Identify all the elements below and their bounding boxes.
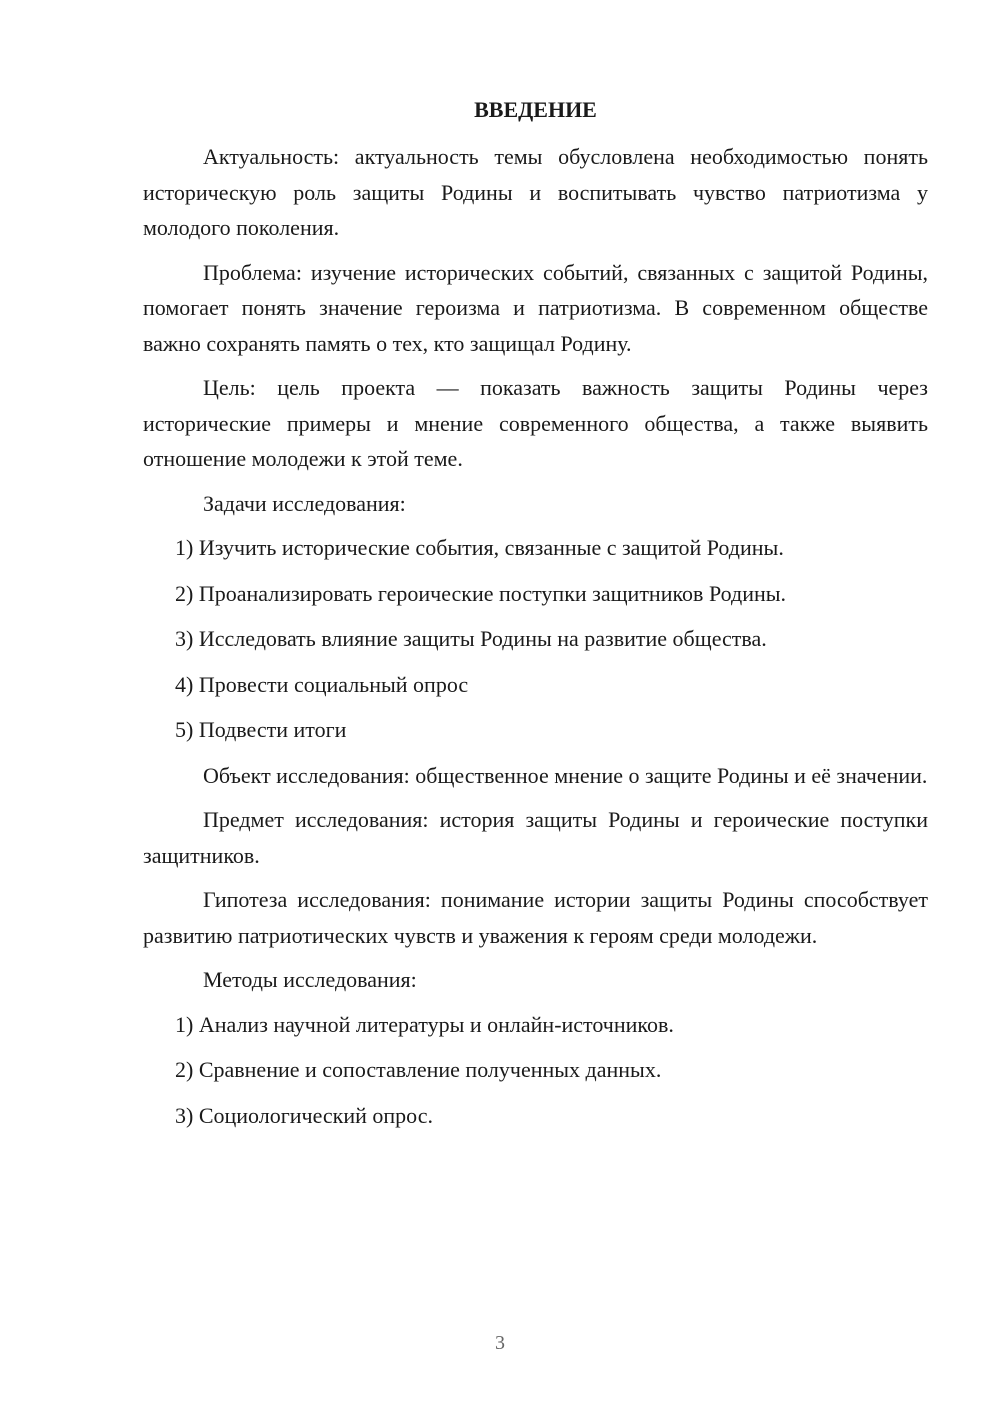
methods-list xyxy=(143,1007,928,1134)
section-title: ВВЕДЕНИЕ xyxy=(474,97,597,122)
subject-paragraph: Предмет исследования: история защиты Родины и героические поступки защитников. xyxy=(143,807,928,868)
page-number: 3 xyxy=(495,1332,505,1354)
method-item: 2) Сравнение и сопоставление полученных данных. xyxy=(175,1057,662,1082)
relevance-paragraph: Актуальность: актуальность темы обусловлена необходимостью понять историческую роль защиты Родины и воспитывать чувство патриотизма у молодого поколения. xyxy=(143,144,928,240)
goal-paragraph: Цель: цель проекта — показать важность защиты Родины через исторические примеры и мнение современного общества, а также выявить отношение молодежи к этой теме. xyxy=(143,375,928,471)
task-item: 5) Подвести итоги xyxy=(175,717,347,742)
tasks-label: Задачи исследования: xyxy=(203,490,406,516)
task-item: 3) Исследовать влияние защиты Родины на развитие общества. xyxy=(175,626,767,651)
document-page xyxy=(143,94,928,1143)
method-item: 3) Социологический опрос. xyxy=(175,1102,433,1128)
task-item: 4) Провести социальный опрос xyxy=(175,671,469,697)
task-item: 1) Изучить исторические события, связанные с защитой Родины. xyxy=(175,535,784,560)
methods-label: Методы исследования: xyxy=(203,967,417,992)
hypothesis-paragraph: Гипотеза исследования: понимание истории защиты Родины способствует развитию патриотических чувств и уважения к героям среди молодежи. xyxy=(143,887,928,948)
task-item: 2) Проанализировать героические поступки защитников Родины. xyxy=(175,580,787,606)
problem-paragraph: Проблема: изучение исторических событий, связанных с защитой Родины, помогает понять значение героизма и патриотизма. В современном обществе важно сохранять память о тех, кто защищал Родину. xyxy=(143,259,928,356)
object-paragraph: Объект исследования: общественное мнение о защите Родины и её значении. xyxy=(203,762,928,788)
method-item: 1) Анализ научной литературы и онлайн-источников. xyxy=(175,1011,674,1037)
tasks-list xyxy=(143,530,928,748)
